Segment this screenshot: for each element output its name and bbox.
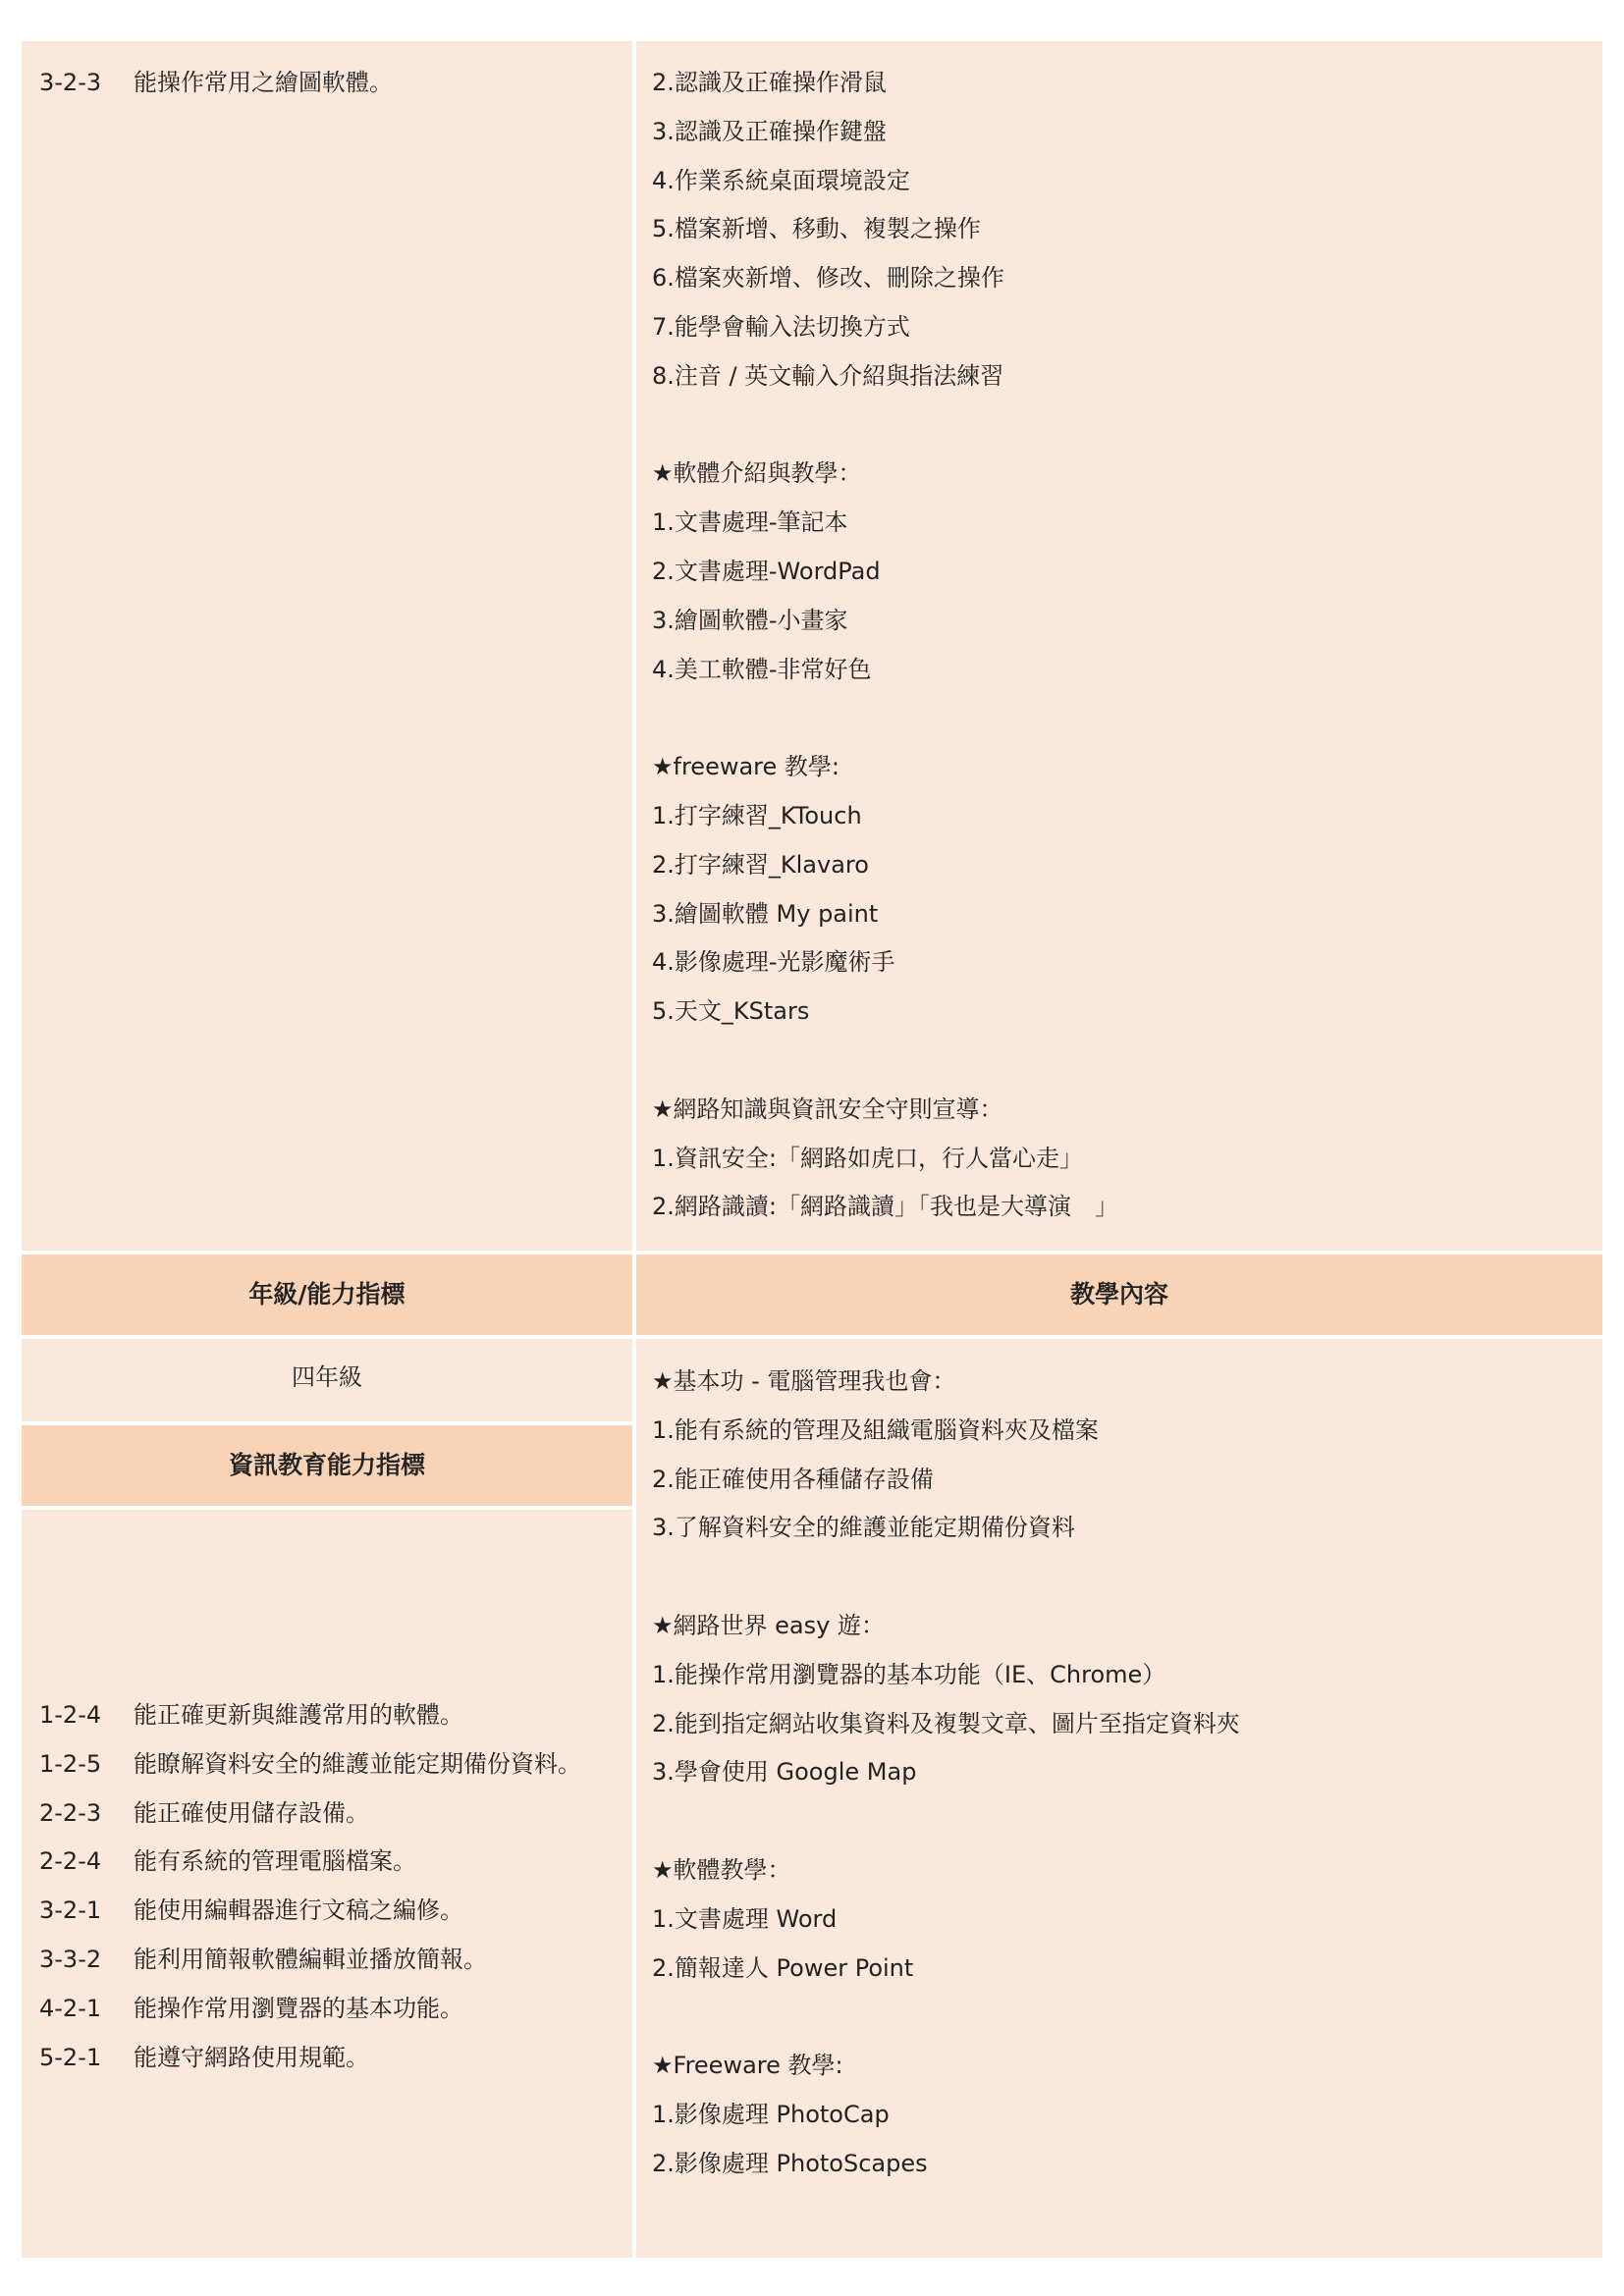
content-line: 8.注音 / 英文輸入介紹與指法練習	[652, 361, 1004, 390]
content-line: 5.檔案新增、移動、複製之操作	[652, 215, 981, 243]
content-line: 3.繪圖軟體 My paint	[652, 899, 879, 928]
content-line: 6.檔案夾新增、修改、刪除之操作	[652, 264, 1004, 293]
content-line: 1.文書處理-筆記本	[652, 508, 848, 537]
indicator-text: 能操作常用之繪圖軟體。	[134, 69, 393, 96]
content-line: 5.天文_KStars	[652, 997, 810, 1026]
grade-label: 四年級	[292, 1363, 362, 1391]
grade-cell	[22, 1339, 632, 1421]
header-left-cell	[22, 1255, 632, 1335]
content-line: 1.能操作常用瀏覽器的基本功能（IE、Chrome）	[652, 1660, 1166, 1688]
indicator-code: 2-2-3	[39, 1798, 102, 1827]
content-line: ★網路世界 easy 遊：	[652, 1612, 885, 1639]
content-line: 2.能到指定網站收集資料及複製文章、圖片至指定資料夾	[652, 1709, 1240, 1737]
header-grade-indicator: 年級/能力指標	[248, 1280, 406, 1308]
content-line: 2.打字練習_Klavaro	[652, 850, 869, 879]
content-line: ★基本功 - 電腦管理我也會：	[652, 1367, 956, 1395]
indicator-code: 5-2-1	[39, 2043, 102, 2071]
indicator-text: 能正確更新與維護常用的軟體。	[134, 1701, 463, 1729]
indicator-code: 1-2-4	[39, 1701, 102, 1729]
content-line: 3.了解資料安全的維護並能定期備份資料	[652, 1514, 1075, 1542]
indicator-text: 能正確使用儲存設備。	[134, 1798, 369, 1827]
indicator-code: 4-2-1	[39, 1994, 102, 2022]
content-line: 4.作業系統桌面環境設定	[652, 166, 910, 194]
content-line: 3.繪圖軟體-小畫家	[652, 606, 848, 634]
indicator-text: 能利用簡報軟體編輯並播放簡報。	[134, 1946, 487, 1973]
content-line: 3.認識及正確操作鍵盤	[652, 117, 887, 145]
content-line: 2.能正確使用各種儲存設備	[652, 1465, 934, 1493]
indicator-code: 3-2-3	[39, 69, 102, 96]
subheader-ability-indicator: 資訊教育能力指標	[228, 1451, 425, 1479]
content-line: ★軟體教學：	[652, 1856, 791, 1884]
header-right-cell	[636, 1255, 1602, 1335]
content-line: 1.文書處理 Word	[652, 1904, 838, 1933]
header-teaching-content: 教學內容	[1069, 1280, 1168, 1308]
indicator-code: 2-2-4	[39, 1847, 102, 1876]
content-line: ★Freeware 教學:	[652, 2052, 843, 2080]
indicator-text: 能瞭解資料安全的維護並能定期備份資料。	[134, 1749, 581, 1778]
content-line: 1.打字練習_KTouch	[652, 802, 862, 829]
content-line: 4.美工軟體-非常好色	[652, 655, 872, 683]
bottom-right-cell	[636, 1339, 1602, 2258]
indicator-code: 1-2-5	[39, 1749, 102, 1778]
indicator-text: 能遵守網路使用規範。	[134, 2043, 369, 2071]
bottom-left-cell	[22, 1510, 632, 2258]
indicator-text: 能有系統的管理電腦檔案。	[134, 1847, 416, 1876]
content-line: 4.影像處理-光影魔術手	[652, 948, 895, 977]
content-line: 2.文書處理-WordPad	[652, 558, 881, 585]
indicator-text: 能使用編輯器進行文稿之編修。	[134, 1896, 463, 1925]
content-line: 2.影像處理 PhotoScapes	[652, 2149, 928, 2177]
indicator-code: 3-3-2	[39, 1946, 102, 1973]
content-line: 1.資訊安全:「網路如虎口，行人當心走」	[652, 1144, 1083, 1172]
content-line: 3.學會使用 Google Map	[652, 1758, 917, 1787]
content-line: 7.能學會輸入法切換方式	[652, 313, 910, 341]
content-line: ★軟體介紹與教學：	[652, 459, 862, 488]
content-line: 2.簡報達人 Power Point	[652, 1953, 914, 1982]
content-line: ★freeware 教學:	[652, 753, 839, 781]
indicator-code: 3-2-1	[39, 1896, 102, 1925]
indicator-text: 能操作常用瀏覽器的基本功能。	[134, 1994, 463, 2022]
content-line: 2.網路識讀:「網路識讀」「我也是大導演 」	[652, 1193, 1118, 1221]
top-left-cell	[22, 41, 632, 1251]
top-right-cell	[636, 41, 1602, 1251]
content-line: 1.能有系統的管理及組織電腦資料夾及檔案	[652, 1415, 1099, 1444]
content-line: 2.認識及正確操作滑鼠	[652, 69, 887, 96]
content-line: ★網路知識與資訊安全守則宣導：	[652, 1095, 1003, 1123]
subheader-cell	[22, 1425, 632, 1506]
content-line: 1.影像處理 PhotoCap	[652, 2101, 890, 2128]
